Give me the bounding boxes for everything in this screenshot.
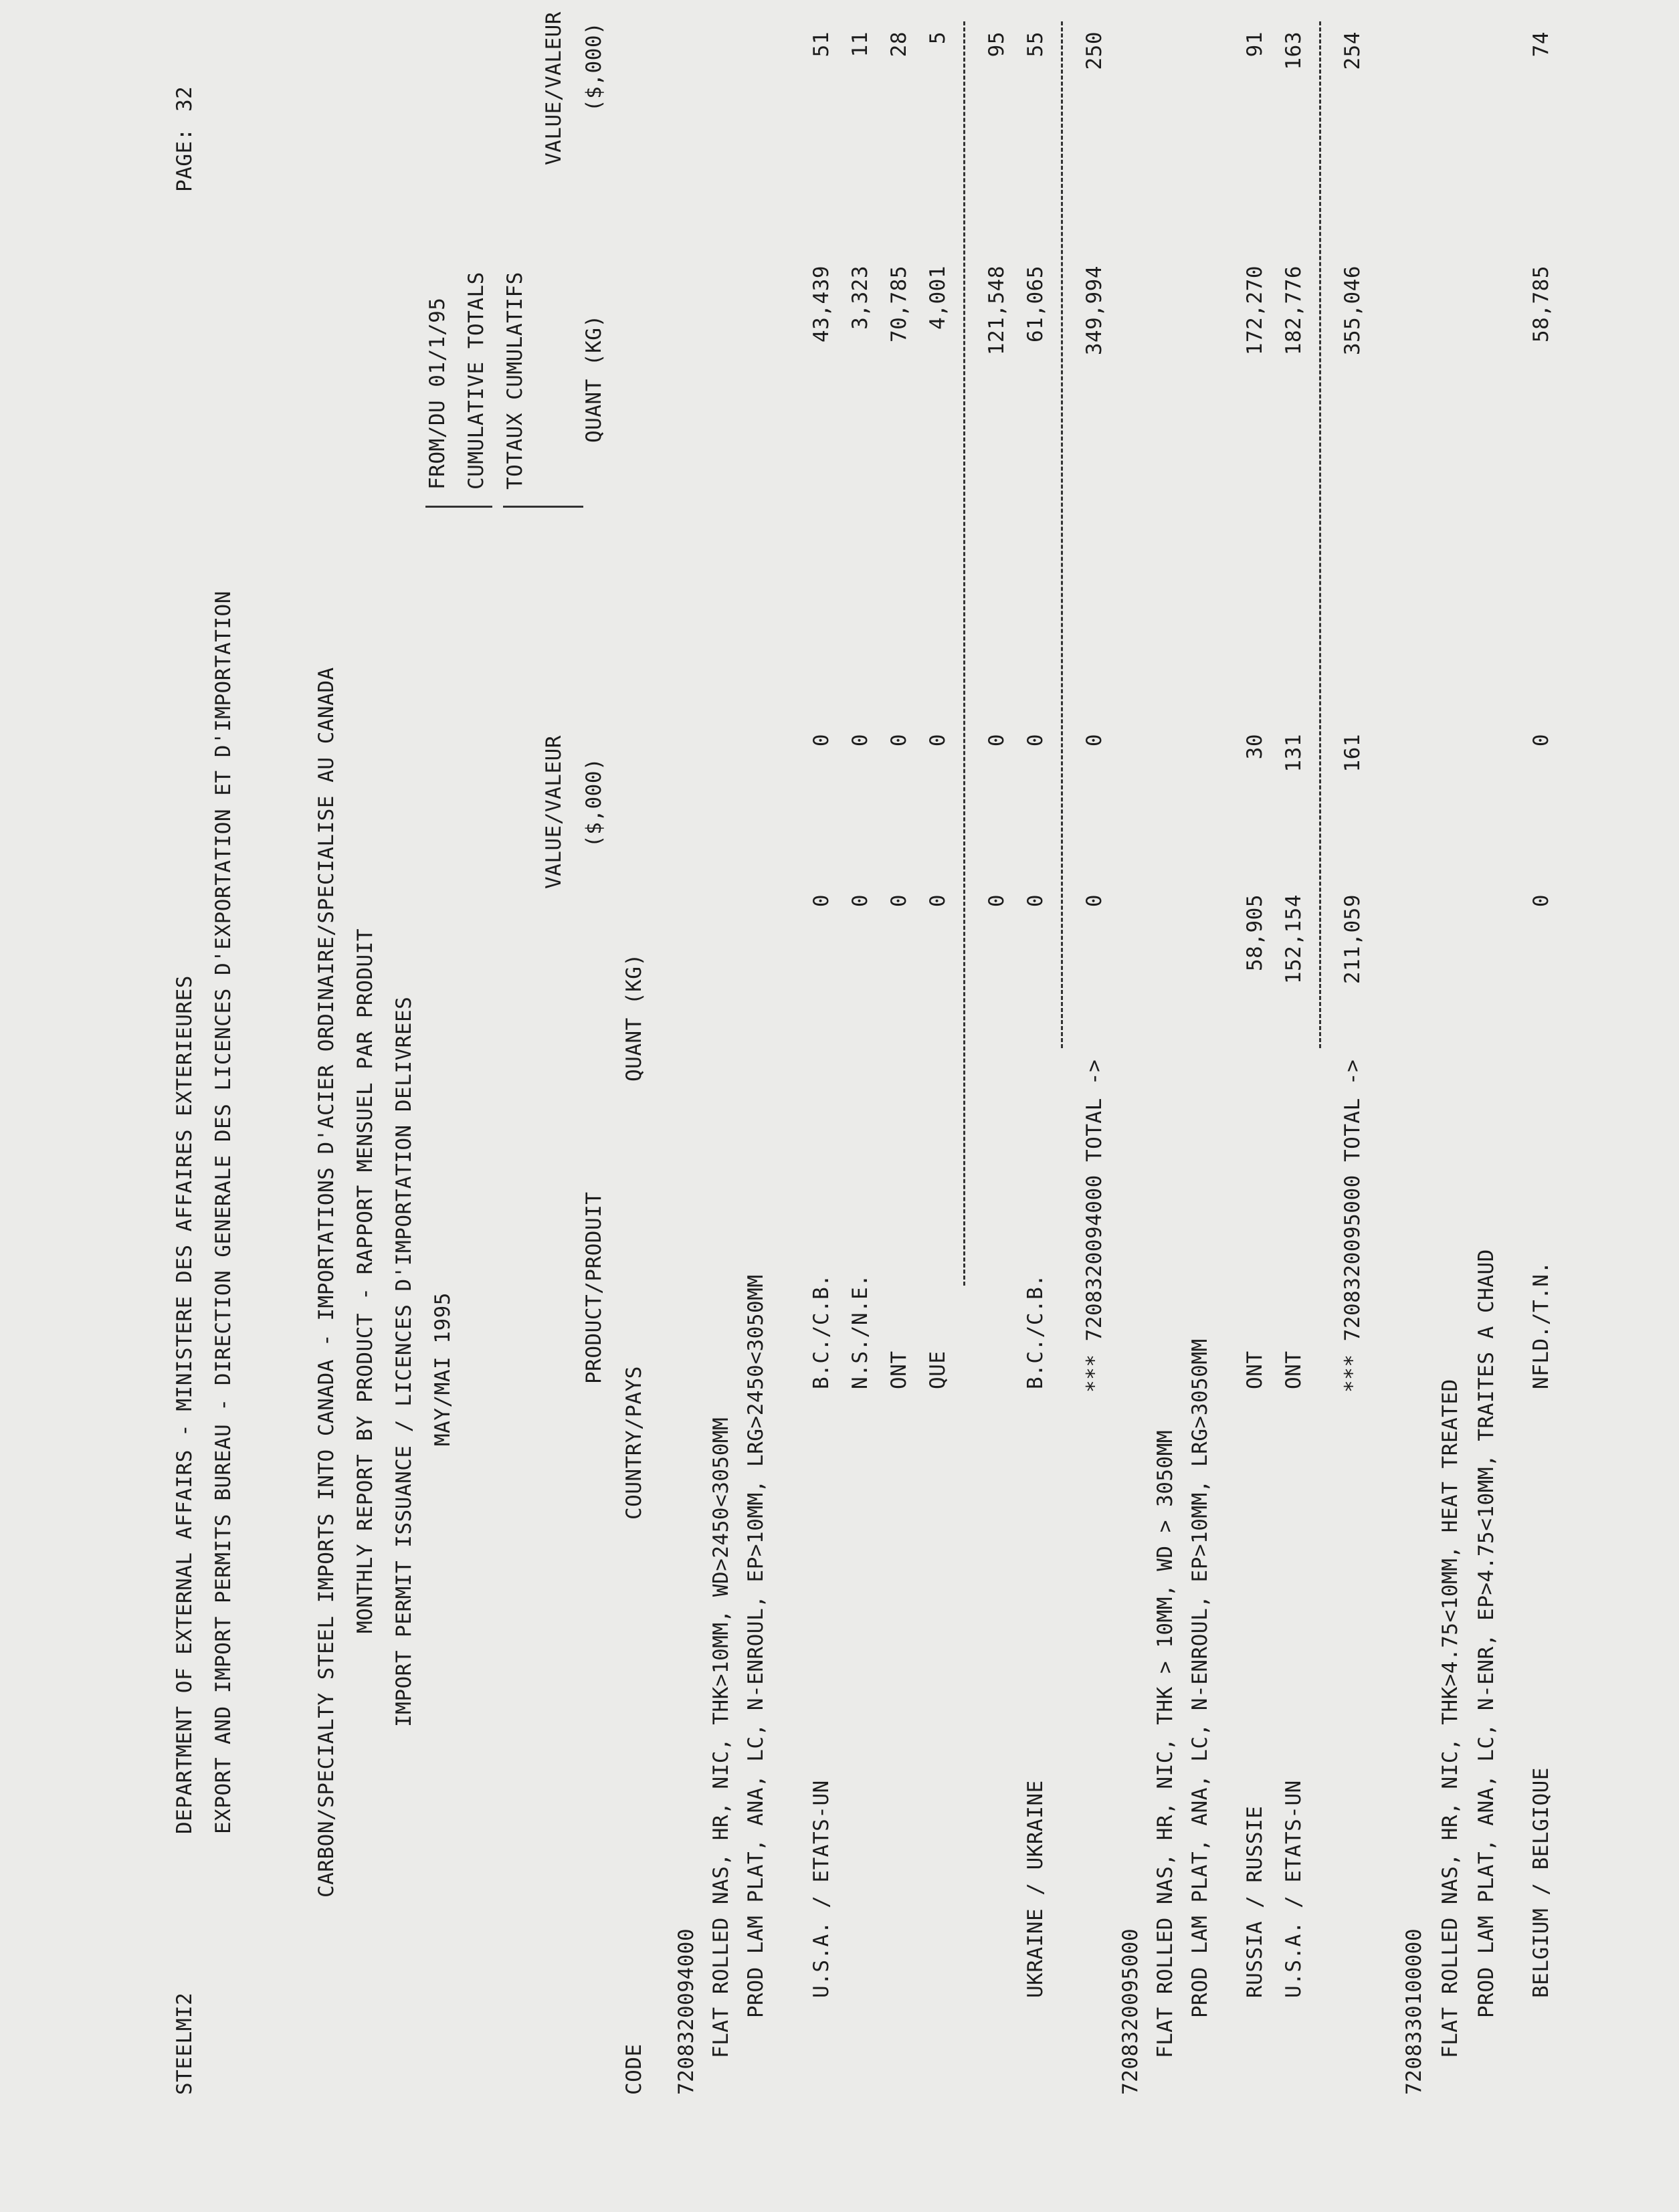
quant-cell: 0 xyxy=(985,894,1009,908)
province: N.S./N.E. xyxy=(848,1274,872,1389)
value-cell: 0 xyxy=(848,734,872,747)
quant-cell: 0 xyxy=(1023,894,1048,908)
code-header: CODE xyxy=(622,2043,646,2095)
product-desc-en: FLAT ROLLED NAS, HR, NIC, THK > 10MM, WD > 3050MM xyxy=(1153,1429,1177,2058)
country: BELGIUM / BELGIQUE xyxy=(1529,1767,1553,1998)
country: U.S.A. / ETATS-UN xyxy=(1282,1780,1306,1998)
quant-cell: 0 xyxy=(848,894,872,908)
cum-quant-cell: 4,001 xyxy=(926,266,950,330)
cumulative-totals-fr: TOTAUX CUMULATIFS xyxy=(503,272,527,490)
value-header: VALUE/VALEUR xyxy=(542,735,566,889)
province: ONT xyxy=(1282,1350,1306,1389)
cum-value-unit-header: ($,000) xyxy=(582,21,606,112)
province: ONT xyxy=(887,1350,911,1389)
value-cell: 0 xyxy=(985,734,1009,747)
cum-quant-header: QUANT (KG) xyxy=(582,314,606,443)
total-quant: 0 xyxy=(1082,894,1106,908)
report-subtitle: MONTHLY REPORT BY PRODUCT - RAPPORT MENSUEL PAR PRODUIT xyxy=(353,928,377,1633)
cum-quant-cell: 61,065 xyxy=(1023,266,1048,342)
province: NFLD./T.N. xyxy=(1529,1261,1553,1389)
total-cum-value: 250 xyxy=(1082,31,1106,70)
province: QUE xyxy=(926,1350,950,1389)
page-label: PAGE: xyxy=(173,128,197,192)
product-header: PRODUCT/PRODUIT xyxy=(582,1191,606,1384)
value-cell: 30 xyxy=(1243,734,1267,760)
total-label: *** 7208320095000 TOTAL -> xyxy=(1341,1059,1365,1393)
province: B.C./C.B. xyxy=(809,1274,833,1389)
product-desc-fr: PROD LAM PLAT, ANA, LC, N-ENROUL, EP>10MM, LRG>2450<3050MM xyxy=(744,1274,768,2018)
quant-cell: 0 xyxy=(926,894,950,908)
total-value: 0 xyxy=(1082,734,1106,747)
product-desc-fr: PROD LAM PLAT, ANA, LC, N-ENROUL, EP>10MM, LRG>3050MM xyxy=(1188,1338,1212,2018)
product-code: 7208320095000 xyxy=(1118,1928,1143,2095)
quant-cell: 0 xyxy=(809,894,833,908)
value-cell: 0 xyxy=(1023,734,1048,747)
cum-value-header: VALUE/VALEUR xyxy=(542,11,566,165)
total-cum-value: 254 xyxy=(1341,31,1365,70)
department-line: DEPARTMENT OF EXTERNAL AFFAIRS - MINISTERE DES AFFAIRES EXTERIEURES xyxy=(173,975,197,1834)
report-period: MAY/MAI 1995 xyxy=(431,1292,455,1446)
cumulative-from: FROM/DU 01/1/95 xyxy=(425,297,450,490)
issuance-line: IMPORT PERMIT ISSUANCE / LICENCES D'IMPORTATION DELIVREES xyxy=(392,996,416,1727)
province: ONT xyxy=(1243,1350,1267,1389)
product-desc-fr: PROD LAM PLAT, ANA, LC, N-ENR, EP>4.75<10MM, TRAITES A CHAUD xyxy=(1474,1249,1498,2018)
value-cell: 0 xyxy=(1529,734,1553,747)
country: RUSSIA / RUSSIE xyxy=(1243,1805,1267,1998)
column-separator xyxy=(425,506,492,508)
quant-cell: 58,905 xyxy=(1243,894,1267,971)
quant-header: QUANT (KG) xyxy=(622,953,646,1082)
product-code: 7208330100000 xyxy=(1402,1928,1426,2095)
bureau-line: EXPORT AND IMPORT PERMITS BUREAU - DIRECTION GENERALE DES LICENCES D'EXPORTATION ET D'IMPORTATION xyxy=(211,591,235,1834)
page-number: 32 xyxy=(173,86,197,112)
total-divider xyxy=(1061,21,1063,1048)
cum-quant-cell: 70,785 xyxy=(887,266,911,342)
country: U.S.A. / ETATS-UN xyxy=(809,1780,833,1998)
subtotal-divider xyxy=(963,21,965,1286)
cum-value-cell: 95 xyxy=(985,31,1009,58)
cum-value-cell: 28 xyxy=(887,31,911,58)
column-separator xyxy=(503,506,583,508)
total-value: 161 xyxy=(1341,734,1365,773)
cum-value-cell: 5 xyxy=(926,31,950,45)
country: UKRAINE / UKRAINE xyxy=(1023,1780,1048,1998)
report-id: STEELMI2 xyxy=(173,1992,197,2095)
total-cum-quant: 349,994 xyxy=(1082,266,1106,356)
value-cell: 0 xyxy=(809,734,833,747)
value-unit-header: ($,000) xyxy=(582,757,606,847)
quant-cell: 0 xyxy=(1529,894,1553,908)
report-title: CARBON/SPECIALTY STEEL IMPORTS INTO CANADA - IMPORTATIONS D'ACIER ORDINAIRE/SPECIALISE AU CANADA xyxy=(314,667,338,1898)
cum-value-cell: 11 xyxy=(848,31,872,58)
cumulative-totals-en: CUMULATIVE TOTALS xyxy=(464,272,488,490)
cum-value-cell: 51 xyxy=(809,31,833,58)
country-header: COUNTRY/PAYS xyxy=(622,1366,646,1520)
total-quant: 211,059 xyxy=(1341,894,1365,985)
province: B.C./C.B. xyxy=(1023,1274,1048,1389)
cum-value-cell: 163 xyxy=(1282,31,1306,70)
cum-quant-cell: 43,439 xyxy=(809,266,833,342)
value-cell: 131 xyxy=(1282,734,1306,773)
quant-cell: 152,154 xyxy=(1282,894,1306,985)
value-cell: 0 xyxy=(926,734,950,747)
quant-cell: 0 xyxy=(887,894,911,908)
cum-quant-cell: 172,270 xyxy=(1243,266,1267,356)
cum-quant-cell: 121,548 xyxy=(985,266,1009,356)
cum-value-cell: 91 xyxy=(1243,31,1267,58)
cum-quant-cell: 3,323 xyxy=(848,266,872,330)
value-cell: 0 xyxy=(887,734,911,747)
total-label: *** 7208320094000 TOTAL -> xyxy=(1082,1059,1106,1393)
cum-quant-cell: 58,785 xyxy=(1529,266,1553,342)
product-desc-en: FLAT ROLLED NAS, HR, NIC, THK>10MM, WD>2450<3050MM xyxy=(709,1417,733,2058)
total-cum-quant: 355,046 xyxy=(1341,266,1365,356)
cum-quant-cell: 182,776 xyxy=(1282,266,1306,356)
cum-value-cell: 55 xyxy=(1023,31,1048,58)
total-divider xyxy=(1319,21,1321,1048)
product-code: 7208320094000 xyxy=(674,1928,698,2095)
cum-value-cell: 74 xyxy=(1529,31,1553,58)
product-desc-en: FLAT ROLLED NAS, HR, NIC, THK>4.75<10MM, HEAT TREATED xyxy=(1438,1379,1462,2058)
